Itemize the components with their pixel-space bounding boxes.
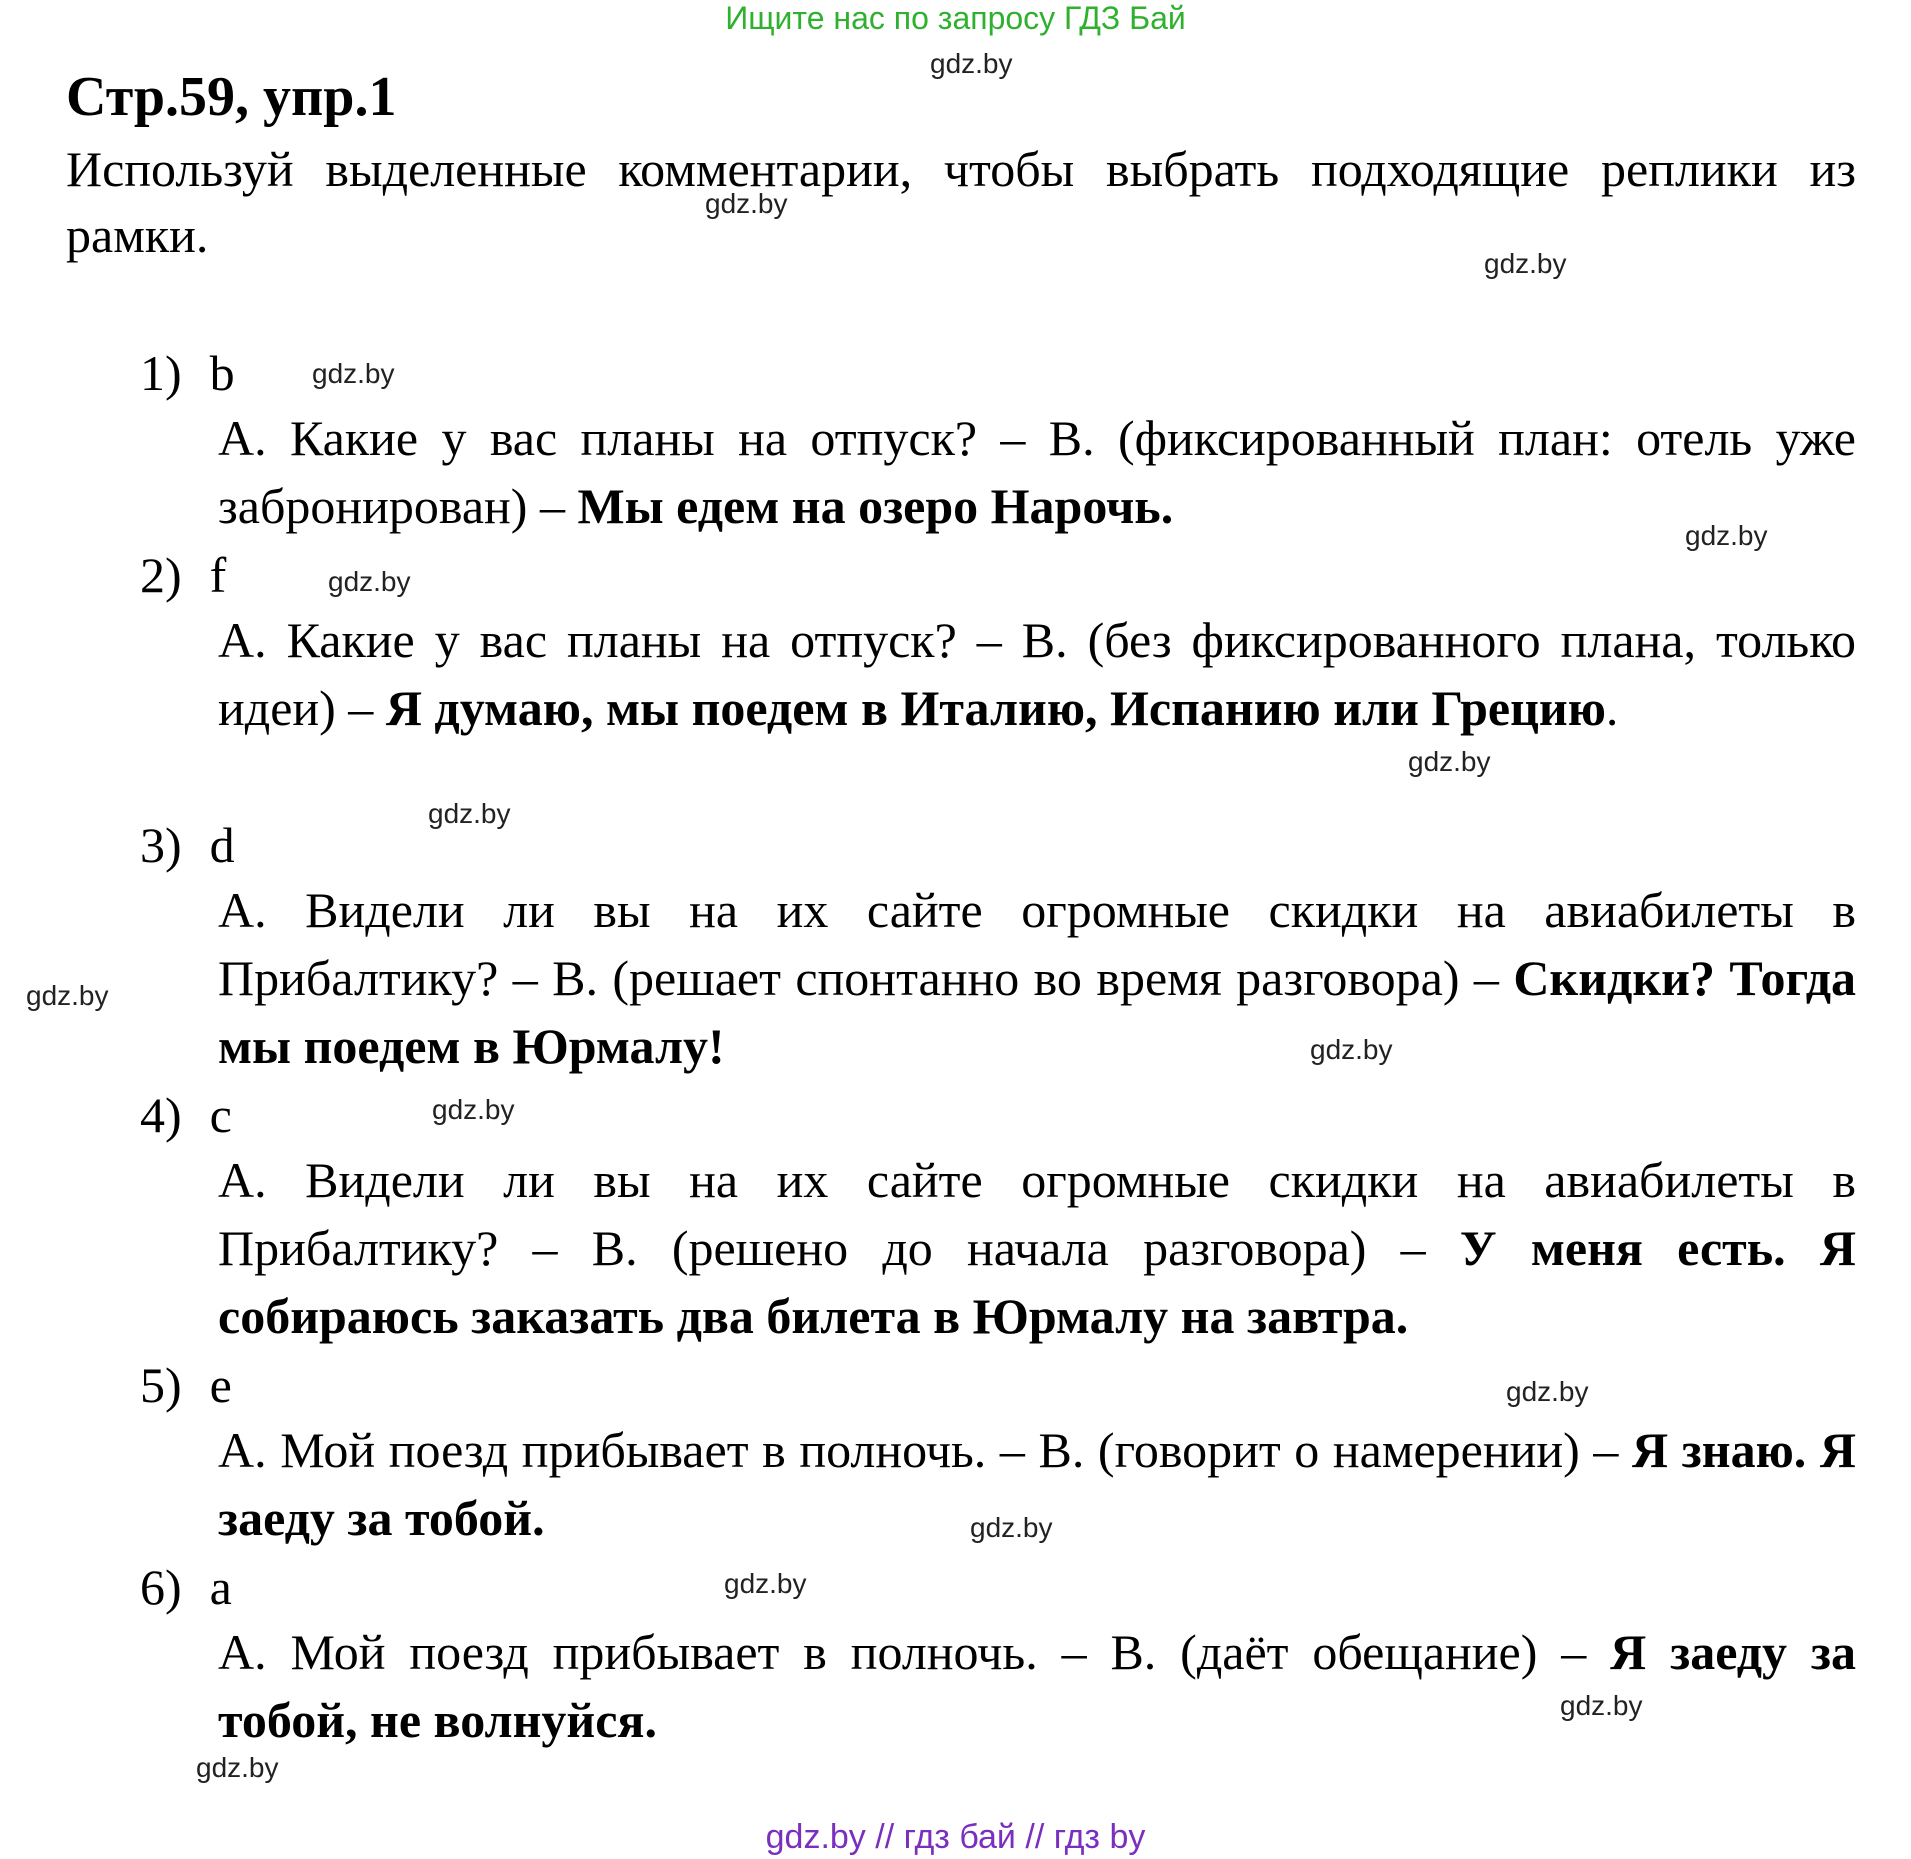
page-title: Стр.59, упр.1 bbox=[66, 66, 397, 128]
answer-bold: У меня есть. Я собираюсь заказать два билета в Юрмалу на завтра. bbox=[218, 1220, 1856, 1344]
watermark: gdz.by bbox=[26, 980, 109, 1011]
site-footer: gdz.by // гдз бай // гдз by bbox=[765, 1818, 1146, 1856]
answer-bold: Я думаю, мы поедем в Италию, Испанию или Грецию bbox=[385, 680, 1606, 736]
item-number-4: 4) c bbox=[140, 1087, 232, 1143]
watermark: gdz.by bbox=[970, 1512, 1053, 1543]
item-letter: e bbox=[209, 1357, 232, 1413]
item-answer-2: А. Какие у вас планы на отпуск? – В. (без фиксированного плана, только идеи) – Я думаю, мы поедем в Италию, Испанию или Грецию. bbox=[218, 612, 1856, 736]
watermark: gdz.by bbox=[1506, 1376, 1589, 1407]
watermark: gdz.by bbox=[428, 798, 511, 829]
watermark: gdz.by bbox=[328, 566, 411, 597]
answer-bold: Скидки? Тогда мы поедем в Юрмалу! bbox=[218, 950, 1856, 1074]
watermark: gdz.by bbox=[1484, 248, 1567, 279]
watermark: gdz.by bbox=[1310, 1034, 1393, 1065]
watermark: gdz.by bbox=[196, 1752, 279, 1783]
item-letter: c bbox=[209, 1087, 232, 1143]
answer-bold: Я знаю. Я заеду за тобой. bbox=[218, 1422, 1856, 1546]
answer-bold: Я заеду за тобой, не волнуйся. bbox=[218, 1624, 1857, 1748]
watermark: gdz.by bbox=[312, 358, 395, 389]
item-answer-1: А. Какие у вас планы на отпуск? – В. (фиксированный план: отель уже забронирован) – Мы едем на озеро Нарочь. bbox=[218, 410, 1856, 534]
item-number-3: 3) d bbox=[140, 817, 235, 873]
item-letter: a bbox=[209, 1559, 232, 1615]
item-answer-4: А. Видели ли вы на их сайте огромные скидки на авиабилеты в Прибалтику? – В. (решено до начала разговора) – У меня есть. Я собираюсь заказать два билета в Юрмалу на завтра. bbox=[218, 1152, 1856, 1344]
item-number-1: 1) b bbox=[140, 345, 235, 401]
item-answer-3: А. Видели ли вы на их сайте огромные скидки на авиабилеты в Прибалтику? – В. (решает спонтанно во время разговора) – Скидки? Тогда мы поедем в Юрмалу! bbox=[218, 882, 1856, 1074]
search-banner: Ищите нас по запросу ГДЗ Бай bbox=[725, 0, 1186, 36]
item-letter: b bbox=[209, 345, 235, 401]
watermark: gdz.by bbox=[1560, 1690, 1643, 1721]
item-letter: f bbox=[209, 547, 227, 603]
item-letter: d bbox=[209, 817, 235, 873]
watermark: gdz.by bbox=[1685, 520, 1768, 551]
watermark: gdz.by bbox=[724, 1568, 807, 1599]
watermark: gdz.by bbox=[705, 188, 788, 219]
item-number-5: 5) e bbox=[140, 1357, 232, 1413]
item-answer-6: А. Мой поезд прибывает в полночь. – В. (даёт обещание) – Я заеду за тобой, не волнуйся. bbox=[218, 1624, 1857, 1748]
task-instruction: Используй выделенные комментарии, чтобы выбрать подходящие реплики из рамки. bbox=[66, 141, 1856, 263]
item-number-6: 6) a bbox=[140, 1559, 232, 1615]
item-answer-5: А. Мой поезд прибывает в полночь. – В. (говорит о намерении) – Я знаю. Я заеду за тобой. bbox=[218, 1422, 1856, 1546]
answer-bold: Мы едем на озеро Нарочь. bbox=[577, 478, 1174, 534]
watermark: gdz.by bbox=[1408, 746, 1491, 777]
item-number-2: 2) f bbox=[140, 547, 227, 603]
watermark: gdz.by bbox=[432, 1094, 515, 1125]
watermark: gdz.by bbox=[930, 48, 1013, 79]
